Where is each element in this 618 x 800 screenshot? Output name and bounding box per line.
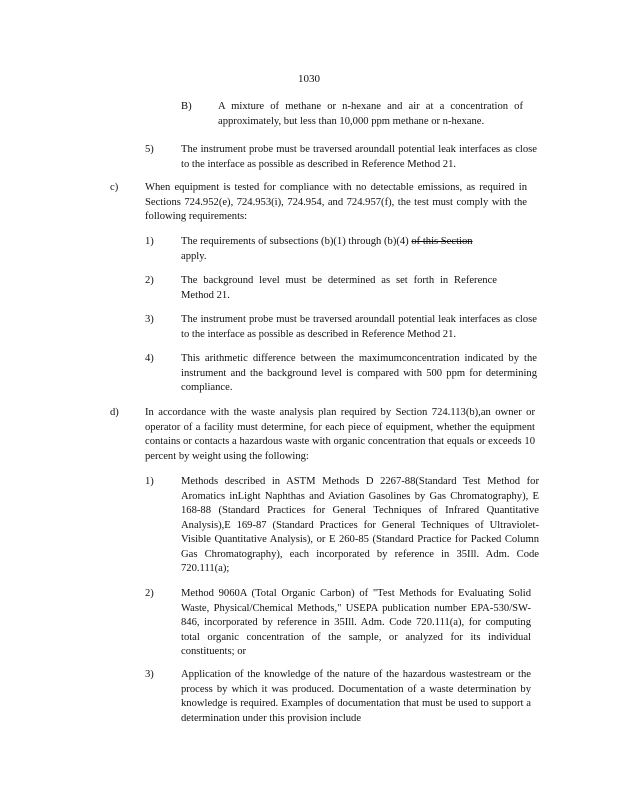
struck-text: of this Section (411, 236, 473, 247)
item-text: This arithmetic difference between the maximumconcentration indicated by the instrument and the background level is compared with 500 ppm for determining compliance. (181, 353, 537, 393)
page-number: 1030 (298, 73, 320, 85)
item-label: 4) (145, 353, 154, 364)
item-label: 3) (145, 314, 154, 325)
item-label: B) (181, 101, 192, 112)
item-text (181, 235, 537, 264)
item-text: A mixture of methane or n-hexane and air at a concentration of approximately, but less than 10,000 ppm methane or n-hexane. (218, 101, 523, 127)
item-label: 5) (145, 144, 154, 155)
item-label: 2) (145, 275, 154, 286)
item-text: Method 9060A (Total Organic Carbon) of "Test Methods for Evaluating Solid Waste, Physical/Chemical Methods," USEPA publication number EPA-530/SW-846, incorporated by reference in 35Ill. Adm. Code 720.111(a), for computing total organic concentration of the sample, or analyzed for its individual constituents; or (181, 588, 531, 657)
item-label: c) (110, 182, 119, 193)
item-label: 1) (145, 236, 154, 247)
item-text-main: The requirements of subsections (b)(1) through (b)(4) (181, 236, 409, 247)
item-label: 1) (145, 476, 154, 487)
item-text: Methods described in ASTM Methods D 2267-88(Standard Test Method for Aromatics inLight Naphthas and Aviation Gasolines by Gas Chromatography), E 168-88 (Standard Practices for General Techniques of Infrared Quantitative Analysis),E 169-87 (Standard Practices for General Techniques of Ultraviolet-Visible Quantitative Analysis), or E 260-85 (Standard Practice for Packed Column Gas Chromatography), each incorporated by reference in 35Ill. Adm. Code 720.111(a); (181, 476, 539, 574)
item-text: When equipment is tested for compliance with no detectable emissions, as required in Sections 724.952(e), 724.953(i), 724.954, and 724.957(f), the test must comply with the following requirements: (145, 182, 527, 222)
item-text: In accordance with the waste analysis plan required by Section 724.113(b),an owner or operator of a facility must determine, for each piece of equipment, whether the equipment contains or contacts a hazardous waste with organic concentration that equals or exceeds 10 percent by weight using the following: (145, 407, 535, 462)
item-text: The background level must be determined as set forth in Reference Method 21. (181, 275, 497, 301)
item-label: d) (110, 407, 119, 418)
item-text-after: apply. (181, 250, 207, 262)
item-text: The instrument probe must be traversed aroundall potential leak interfaces as close to the interface as possible as described in Reference Method 21. (181, 144, 537, 170)
item-label: 3) (145, 669, 154, 680)
item-text: The instrument probe must be traversed aroundall potential leak interfaces as close to the interface as possible as described in Reference Method 21. (181, 314, 537, 340)
item-text: Application of the knowledge of the nature of the hazardous wastestream or the process by which it was produced. Documentation of a waste determination by knowledge is required. Examples of documentation that must be used to support a determination under this provision include (181, 669, 531, 724)
item-label: 2) (145, 588, 154, 599)
